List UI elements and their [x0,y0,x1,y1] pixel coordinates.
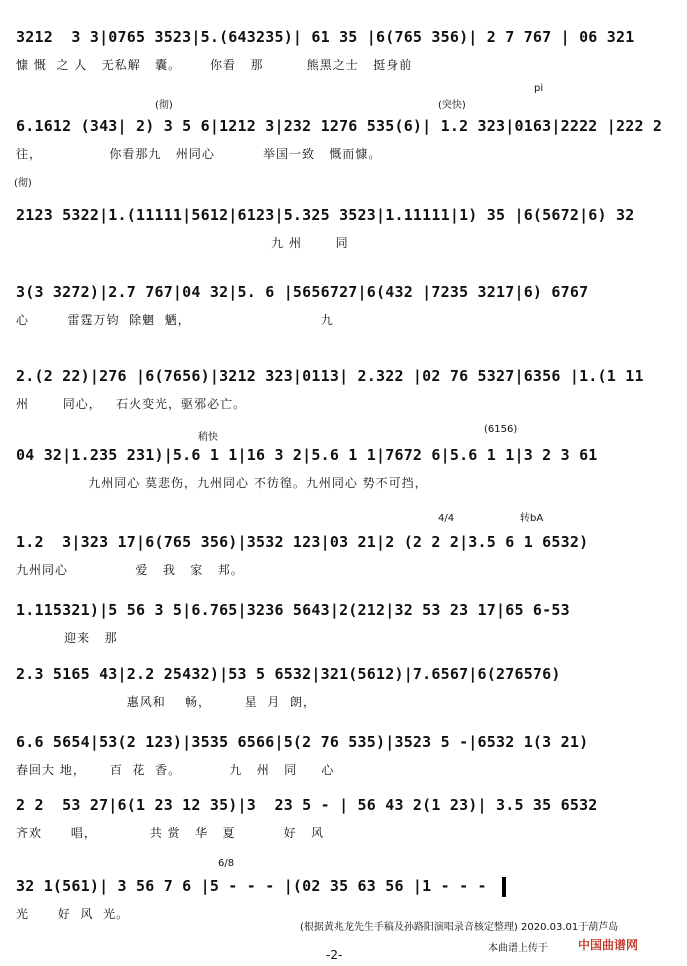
notation-row: 04 32|1.235 231)|5.6 1 1|16 3 2|5.6 1 1|7672 6|5.6 1 1|3 2 3 61 [16,446,598,464]
mark-che-2: (彻) [14,178,32,189]
page-number: -2- [326,948,343,962]
mark-pi: pi [534,83,544,94]
mark-key-change: 转bA [520,513,544,524]
lyrics-row: 光 好 风 光。 [16,907,130,921]
final-barline [502,877,506,897]
notation-row: 6.1612 (343| 2) 3 5 6|1212 3|232 1276 535(6)| 1.2 323|0163|2222 |222 2 [16,117,663,135]
notation-row: 2123 5322|1.(11111|5612|6123|5.325 3523|1.11111|1) 35 |6(5672|6) 32 [16,206,635,224]
source-note: (根据黄兆龙先生手稿及孙路阳演唱录音核定整理) 2020.03.01于葫芦岛 [300,922,619,933]
notation-row: 2 2 53 27|6(1 23 12 35)|3 23 5 - | 56 43 2(1 23)| 3.5 35 6532 [16,796,598,814]
mark-time-signature-6-8: 6/8 [218,858,235,869]
lyrics-row: 心 雷霆万钧 除魍 魉， 九 [16,313,334,327]
lyrics-row: 迎来 那 [16,631,118,645]
mark-grace-6156: (6156) [484,424,518,435]
lyrics-row: 九州同心 莫悲伤，九州同心 不彷徨。九州同心 势不可挡， [16,476,428,490]
lyrics-row: 惠风和 畅， 星 月 朗， [16,695,316,709]
notation-row: 32 1(561)| 3 56 7 6 |5 - - - |(02 35 63 56 |1 - - - [16,877,487,895]
lyrics-row: 九 州 同 [16,236,349,250]
notation-row: 2.3 5165 43|2.2 25432)|53 5 6532|321(5612)|7.6567|6(276576) [16,665,561,683]
lyrics-row: 州 同心， 石火变光，驱邪必亡。 [16,397,247,411]
mark-shao-kuai: 稍快 [198,432,218,443]
notation-row: 3(3 3272)|2.7 767|04 32|5. 6 |5656727|6(432 |7235 3217|6) 6767 [16,283,589,301]
lyrics-row: 齐欢 唱， 共 赏 华 夏 好 风 [16,826,325,840]
mark-time-signature: 4/4 [438,513,455,524]
notation-row: 2.(2 22)|276 |6(7656)|3212 323|0113| 2.322 |02 76 5327|6356 |1.(1 11 [16,367,644,385]
notation-row: 3212 3 3|0765 3523|5.(643235)| 61 35 |6(765 356)| 2 7 767 | 06 321 [16,28,635,46]
site-logo[interactable]: 中国曲谱网 [578,938,639,952]
upload-note: 本曲谱上传于 [488,943,548,954]
lyrics-row: 九州同心 爱 我 家 邦。 [16,563,244,577]
mark-che-1: (彻) [155,100,173,111]
notation-row: 6.6 5654|53(2 123)|3535 6566|5(2 76 535)|3523 5 -|6532 1(3 21) [16,733,589,751]
notation-row: 1.2 3|323 17|6(765 356)|3532 123|03 21|2 (2 2 2|3.5 6 1 6532) [16,533,589,551]
lyrics-row: 春回大 地， 百 花 香。 九 州 同 心 [16,763,335,777]
lyrics-row: 慷 慨 之 人 无私解 囊。 你看 那 熊黑之士 挺身前 [16,58,413,72]
lyrics-row: 往， 你看那九 州同心 举国一致 慨而慷。 [16,147,382,161]
mark-tu-kuai: (突快) [438,100,466,111]
notation-row: 1.115321)|5 56 3 5|6.765|3236 5643|2(212|32 53 23 17|65 6-53 [16,601,570,619]
